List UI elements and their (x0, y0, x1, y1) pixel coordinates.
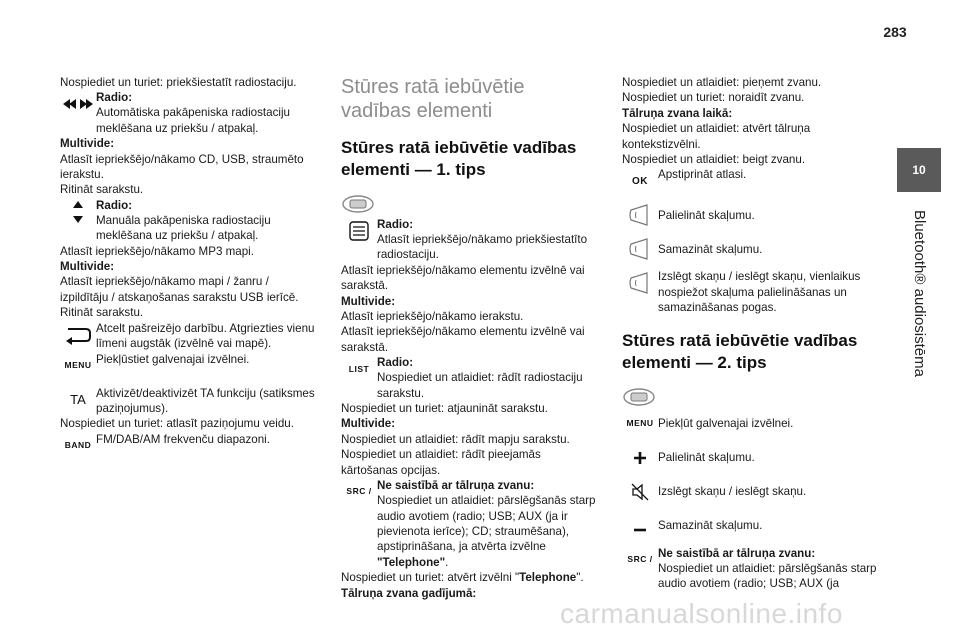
menu-text: Piekļūt galvenajai izvēlnei. (658, 416, 794, 430)
text-paragraph: Ritināt sarakstu. (60, 183, 144, 197)
column-3 (622, 75, 880, 591)
multivide-heading: Multivide: (341, 417, 396, 431)
ta-icon (60, 386, 96, 414)
mute2-row (622, 478, 880, 506)
band-text: FM/DAB/AM frekvenču diapazoni. (96, 432, 270, 446)
vol-down-text: Samazināt skaļumu. (658, 242, 763, 256)
menu2-row (622, 410, 880, 438)
text-paragraph: Nospiediet un turiet: atlasīt paziņojumu veidu. (60, 417, 294, 431)
text-paragraph: Nospiediet un atlaidiet: pārslēgšanās starp audio avotiem (radio; USB; AUX (ja (658, 561, 877, 591)
text-paragraph: Nospiediet un turiet: priekšiestatīt radiostaciju. (60, 76, 297, 89)
ta-label: TA (70, 391, 86, 407)
up-down-arrows-icon (60, 198, 96, 226)
steering-wheel-icon-2 (622, 384, 880, 410)
text-paragraph (60, 105, 318, 136)
menu-icon (622, 410, 658, 438)
telephone-label: "Telephone" (377, 555, 446, 569)
text-paragraph: Nospiediet un atlaidiet: rādīt pieejamās kārtošanas opcijas. (341, 448, 541, 477)
call-heading: Tālruņa zvana laikā: (622, 106, 733, 120)
speaker-mute-icon (622, 478, 658, 506)
text-paragraph: Nospiediet un turiet: atjaunināt sarakstu. (341, 402, 548, 416)
text-paragraph: Atlasīt iepriekšējo/nākamo CD, USB, straumēto ierakstu. (60, 152, 304, 182)
chapter-tab[interactable]: 10 (897, 148, 941, 192)
watermark: carmanualsonline.info (560, 598, 843, 629)
text-paragraph: Atlasīt iepriekšējo/nākamo elementu izvēlnē vai sarakstā. (341, 325, 585, 354)
menu-text: Piekļūstiet galvenajai izvēlnei. (96, 352, 250, 366)
section-title-vertical (899, 210, 939, 400)
minus-text: Samazināt skaļumu. (658, 518, 763, 532)
text-paragraph: Ritināt sarakstu. (60, 306, 144, 320)
text-paragraph: Nospiediet un atlaidiet: beigt zvanu. (622, 153, 806, 167)
page-number: 283 (883, 24, 907, 40)
steering-wheel-icon-1 (341, 191, 599, 217)
back-row (60, 321, 318, 352)
src-hold-end: ". (576, 571, 584, 585)
back-arrow-icon (60, 321, 96, 349)
band-icon (60, 432, 96, 460)
minus-row (622, 512, 880, 540)
text-paragraph: Nospiediet un atlaidiet: rādīt mapju sarakstu. (341, 432, 570, 446)
text-paragraph: Nospiediet un atlaidiet: pieņemt zvanu. (622, 76, 822, 89)
list-icon (341, 355, 377, 383)
src-heading: Ne saistībā ar tālruņa zvanu: (658, 546, 816, 560)
volume-down-icon (622, 235, 658, 263)
menu-row (60, 352, 318, 380)
band-label: BAND (64, 440, 92, 451)
telephone-label: Telephone (519, 571, 577, 585)
multivide-heading: Multivide: (341, 294, 396, 308)
text-paragraph: Atlasīt iepriekšējo/nākamo mapi / žanru / izpildītāju / atskaņošanas sarakstu USB ierīcē. (60, 275, 299, 304)
text-paragraph: Nospiediet un turiet: noraidīt zvanu. (622, 91, 805, 105)
section-title: Bluetooth® audiosistēma (911, 210, 928, 377)
radio-heading: Radio: (377, 218, 414, 231)
text-paragraph: Atlasīt iepriekšējo/nākamo priekšiestatīto radiostaciju. (377, 233, 588, 262)
text-paragraph: Atlasīt iepriekšējo/nākamo MP3 mapi. (60, 244, 254, 258)
text-paragraph: Nospiediet un atlaidiet: pārslēgšanās starp audio avotiem (radio; USB; AUX (ja ir pievienota ierīce); CD; straumēšana), apstiprināšana, ja atvērta izvēlne "Telephone". (377, 494, 596, 569)
src-label: SRC (627, 553, 647, 564)
section-heading: Stūres ratā iebūvētie vadības elementi (341, 76, 525, 122)
src-hold-text: Nospiediet un turiet: atvērt izvēlni " (341, 571, 520, 585)
radio-heading: Radio: (96, 198, 133, 212)
band-row (60, 432, 318, 460)
menu-label: MENU (626, 417, 654, 428)
menu-icon (60, 352, 96, 380)
text-paragraph: Manuāla pakāpeniska radiostaciju meklēšana uz priekšu / atpakaļ. (96, 213, 271, 243)
plus-icon (622, 444, 658, 472)
mute2-text: Izslēgt skaņu / ieslēgt skaņu. (658, 484, 807, 498)
call-heading: Tālruņa zvana gadījumā: (341, 586, 477, 600)
mute-row (622, 269, 880, 315)
ok-text: Apstiprināt atlasi. (658, 168, 747, 182)
multivide-heading: Multivide: (60, 260, 115, 274)
subsection-heading: Stūres ratā iebūvētie vadības elementi — 2. tips (622, 330, 858, 372)
src-phone-icon: SRC / (622, 546, 658, 574)
text-paragraph: Nospiediet un atlaidiet: rādīt radiostaciju sarakstu. (377, 371, 583, 400)
ta-row (60, 386, 318, 417)
ok-icon (622, 167, 658, 195)
src-heading: Ne saistībā ar tālruņa zvanu: (377, 479, 535, 493)
vol-up-row (622, 201, 880, 229)
ok-row (622, 167, 880, 195)
plus-text: Palielināt skaļumu. (658, 450, 755, 464)
text-paragraph: Atlasīt iepriekšējo/nākamo elementu izvēlnē vai sarakstā. (341, 263, 585, 293)
text-paragraph: Atlasīt iepriekšējo/nākamo ierakstu. (341, 310, 524, 324)
mute-icon (622, 269, 658, 297)
radio-seek-text: Automātiska pakāpeniska radiostaciju meklēšana uz priekšu / atpakaļ. (96, 106, 290, 135)
multivide-heading: Multivide: (60, 137, 115, 151)
column-2 (341, 75, 599, 601)
volume-up-icon (622, 201, 658, 229)
text-paragraph: Nospiediet un atlaidiet: atvērt tālruņa kontekstizvēlni. (622, 122, 811, 151)
plus-row (622, 444, 880, 472)
mute-text: Izslēgt skaņu / ieslēgt skaņu, vienlaikus nospiežot skaļuma palielināšanas un samazināšanas pogas. (658, 270, 861, 315)
src-text: Nospiediet un atlaidiet: pārslēgšanās starp audio avotiem (radio; USB; AUX (ja ir pievienota ierīce); CD; straumēšana), apstiprināšana, ja atvērta izvēlne (377, 494, 596, 554)
text-paragraph (341, 570, 599, 585)
radio-heading: Radio: (96, 91, 133, 105)
minus-icon (622, 512, 658, 540)
column-1 (60, 75, 318, 460)
radio-heading: Radio: (377, 356, 414, 370)
back-text: Atcelt pašreizējo darbību. Atgriezties vienu līmeni augstāk (izvēlnē vai mapē). (96, 321, 315, 351)
ta-text: Aktivizēt/deaktivizēt TA funkciju (satiksmes paziņojumus). (96, 386, 315, 415)
menu-label: MENU (64, 359, 92, 370)
subsection-heading: Stūres ratā iebūvētie vadības elementi — 1. tips (341, 138, 577, 179)
src-phone-icon: SRC / (341, 478, 377, 506)
src-label: SRC (346, 486, 366, 497)
ok-label: OK (632, 175, 648, 187)
vol-up-text: Palielināt skaļumu. (658, 208, 755, 222)
thumbwheel-icon (341, 217, 377, 245)
seek-arrows-icon (60, 90, 96, 118)
list-label: LIST (348, 363, 370, 374)
vol-down-row (622, 235, 880, 263)
